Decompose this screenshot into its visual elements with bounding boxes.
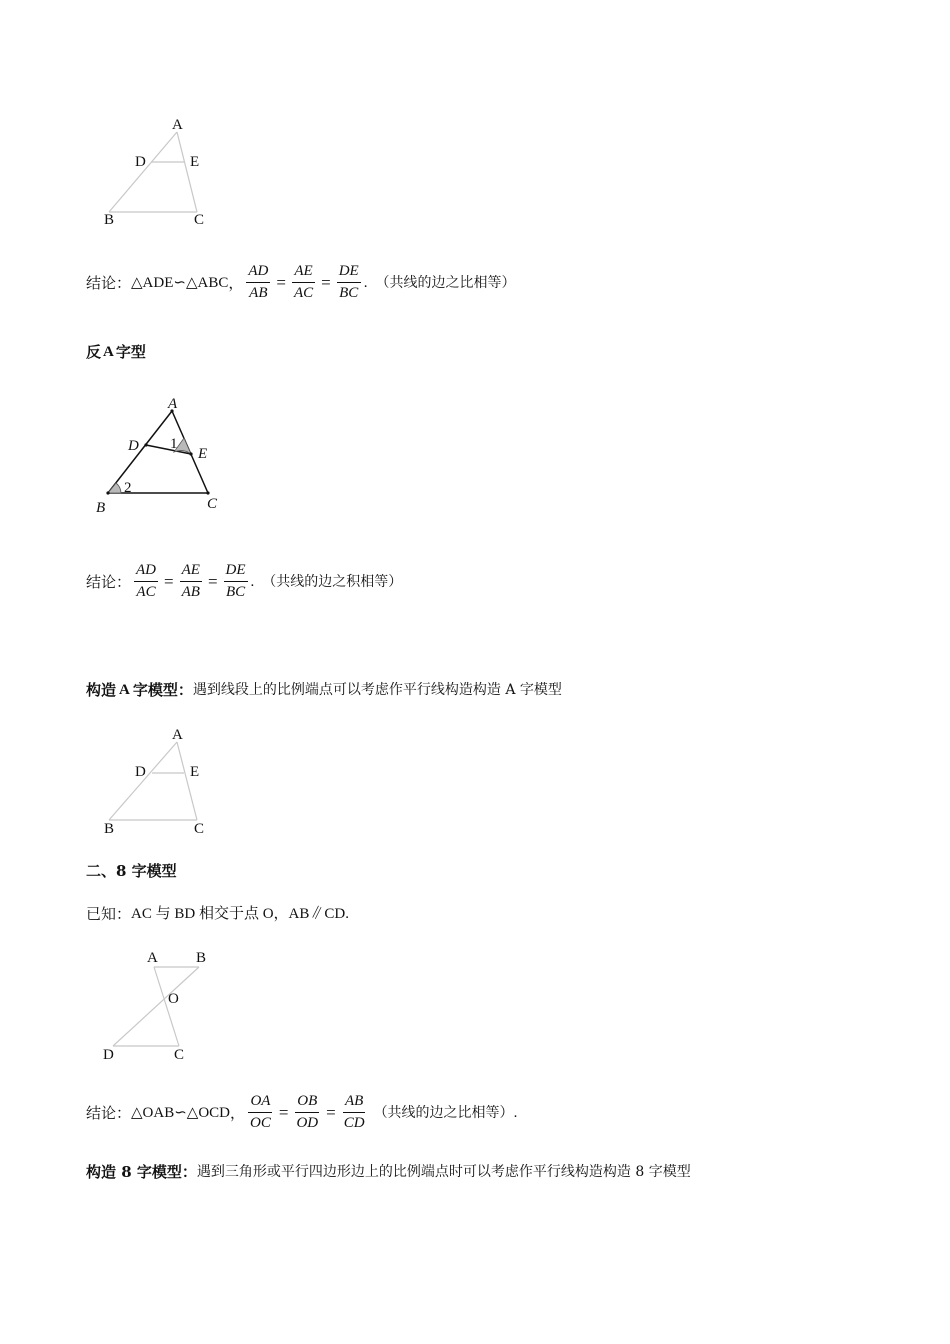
fraction [224,562,248,601]
label-a: A [172,117,183,133]
heading-reverse-a [86,342,146,362]
fraction [294,1093,320,1132]
side-ac [177,132,200,212]
period: . [250,573,255,590]
label-e: E [190,764,200,780]
numerator: AD [134,562,158,582]
label-b: B [196,950,207,966]
label-c: C [194,212,205,228]
label-angle-2: 2 [124,480,132,496]
numerator: AE [180,562,202,582]
label-d: D [103,1047,114,1063]
heading-part: 字型 [115,343,146,361]
point-b [106,491,109,494]
given-body: AC 与 BD 相交于点 O，AB∥CD. [131,906,349,922]
conclusion-1 [86,263,515,302]
label-c: C [174,1047,185,1063]
construct-a-model [86,680,562,700]
numerator: DE [337,263,361,283]
construct-label: 构造 [86,681,117,699]
note: （共线的边之比相等） [373,1104,514,1121]
construct-8-model [86,1162,691,1182]
label-d: D [135,764,146,780]
label-e: E [198,446,208,462]
side-ac [177,742,200,820]
given-prefix: 已知： [86,905,132,923]
denominator: BC [339,285,359,301]
side-ab [108,411,172,493]
fraction [180,562,202,601]
similar-statement: △ADE∽△ABC [131,274,229,291]
label-d: D [135,154,146,170]
label-e: E [190,154,200,170]
figure-a-shape-2 [90,720,230,845]
denominator: BC [225,584,246,600]
figure-a-shape-1 [90,110,230,235]
label-c: C [207,496,218,512]
fraction [248,1093,273,1132]
fraction [342,1093,367,1132]
construct-label: 字模型： [132,681,193,699]
numerator: OA [248,1093,272,1113]
equals: = [278,1102,289,1122]
numerator: AD [246,263,270,283]
figure-reverse-a-shape [88,390,238,520]
construct-text: 遇到线段上的比例端点可以考虑作平行线构造构造 A 字模型 [192,682,562,698]
figure-8-shape [95,945,225,1070]
given-statement [86,904,349,924]
label-o: O [168,991,179,1007]
label-c: C [194,821,205,837]
fraction [337,263,361,302]
conclusion-prefix: 结论： [86,273,132,292]
conclusion-2 [86,562,402,601]
construct-text: 遇到三角形或平行四边形边上的比例端点时可以考虑作平行线构造构造 8 字模型 [196,1164,691,1180]
point-d [144,443,147,446]
label-a: A [168,396,178,412]
similar-statement: △OAB∽△OCD [131,1104,230,1121]
equals: = [321,272,331,292]
construct-label: A [119,682,130,698]
side-ab [109,132,177,212]
numerator: DE [224,562,248,582]
label-angle-1: 1 [170,436,178,452]
equals: = [276,272,286,292]
equals: = [207,571,218,591]
segment-bd [113,967,199,1046]
denominator: AC [136,584,156,600]
denominator: AB [181,584,200,600]
label-d: D [128,438,139,454]
note: （共线的边之积相等） [262,573,403,590]
angle-2-mark [108,483,121,493]
equals: = [164,571,174,591]
conclusion-prefix: 结论： [86,1103,132,1122]
label-b: B [96,500,106,516]
heading-part: 反 [86,343,102,361]
conclusion-prefix: 结论： [86,572,132,591]
note: （共线的边之比相等） [375,274,516,291]
heading-part: A [103,344,114,360]
period: . [363,274,368,291]
equals: = [326,1102,336,1122]
label-b: B [104,821,115,837]
numerator: AE [292,263,314,283]
denominator: OD [296,1115,319,1131]
point-e [189,452,192,455]
conclusion-3 [86,1093,517,1132]
denominator: CD [343,1115,365,1131]
numerator: OB [295,1093,319,1113]
point-c [206,491,209,494]
separator: ， [230,1103,246,1122]
side-ab [109,742,177,820]
heading-8-model: 二、8 字模型 [86,862,177,880]
numerator: AB [343,1093,365,1113]
fraction [292,263,315,302]
construct-label: 构造 8 字模型： [86,1163,197,1181]
label-b: B [104,212,115,228]
separator: ， [228,273,244,292]
fraction [246,263,270,302]
label-a: A [172,727,183,743]
denominator: OC [250,1115,271,1131]
label-a: A [147,950,158,966]
denominator: AC [293,285,314,301]
denominator: AB [249,285,268,301]
fraction [134,562,158,601]
period: . [513,1104,518,1121]
